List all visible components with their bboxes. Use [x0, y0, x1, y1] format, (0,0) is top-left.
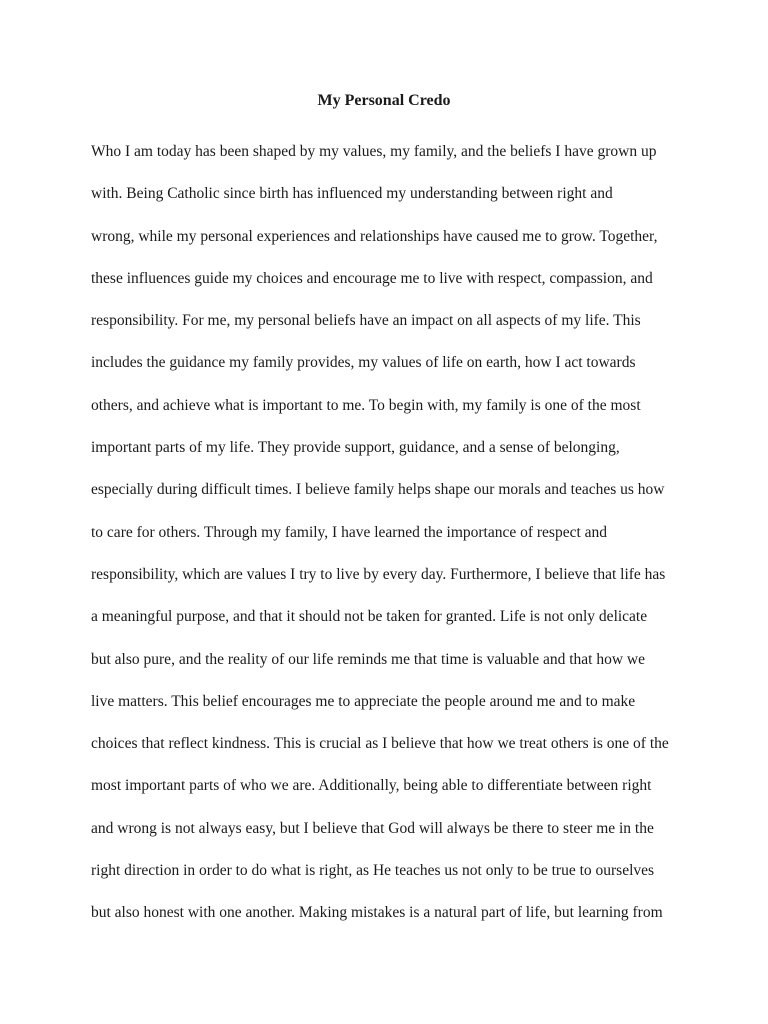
body-line: right direction in order to do what is right, as He teaches us not only to be true to ourselves	[91, 862, 655, 880]
body-line: Who I am today has been shaped by my values, my family, and the beliefs I have grown up	[91, 143, 657, 160]
body-line: others, and achieve what is important to me. To begin with, my family is one of the most	[91, 396, 641, 414]
body-line: but also honest with one another. Making mistakes is a natural part of life, but learning from	[91, 904, 663, 922]
body-line: important parts of my life. They provide support, guidance, and a sense of belonging,	[91, 439, 620, 457]
body-line: to care for others. Through my family, I have learned the importance of respect and	[91, 523, 608, 541]
body-line: especially during difficult times. I believe family helps shape our morals and teaches us how	[91, 481, 665, 499]
body-line: responsibility, which are values I try to live by every day. Furthermore, I believe that life has	[91, 565, 666, 583]
document-title: My Personal Credo	[317, 92, 451, 109]
document-body	[91, 142, 691, 946]
body-line: most important parts of who we are. Additionally, being able to differentiate between right	[91, 777, 652, 795]
body-line: live matters. This belief encourages me to appreciate the people around me and to make	[91, 692, 636, 710]
body-line: and wrong is not always easy, but I believe that God will always be there to steer me in the	[91, 819, 654, 837]
body-line: choices that reflect kindness. This is crucial as I believe that how we treat others is one of the	[91, 735, 669, 753]
body-line: includes the guidance my family provides, my values of life on earth, how I act towards	[91, 354, 636, 372]
body-line: wrong, while my personal experiences and relationships have caused me to grow. Together,	[91, 227, 658, 245]
body-line: with. Being Catholic since birth has influenced my understanding between right and	[91, 185, 613, 203]
body-line: these influences guide my choices and encourage me to live with respect, compassion, and	[91, 269, 653, 287]
body-line: responsibility. For me, my personal beliefs have an impact on all aspects of my life. This	[91, 312, 641, 330]
body-line: but also pure, and the reality of our life reminds me that time is valuable and that how we	[91, 650, 645, 668]
body-line: a meaningful purpose, and that it should not be taken for granted. Life is not only delicate	[91, 608, 648, 626]
